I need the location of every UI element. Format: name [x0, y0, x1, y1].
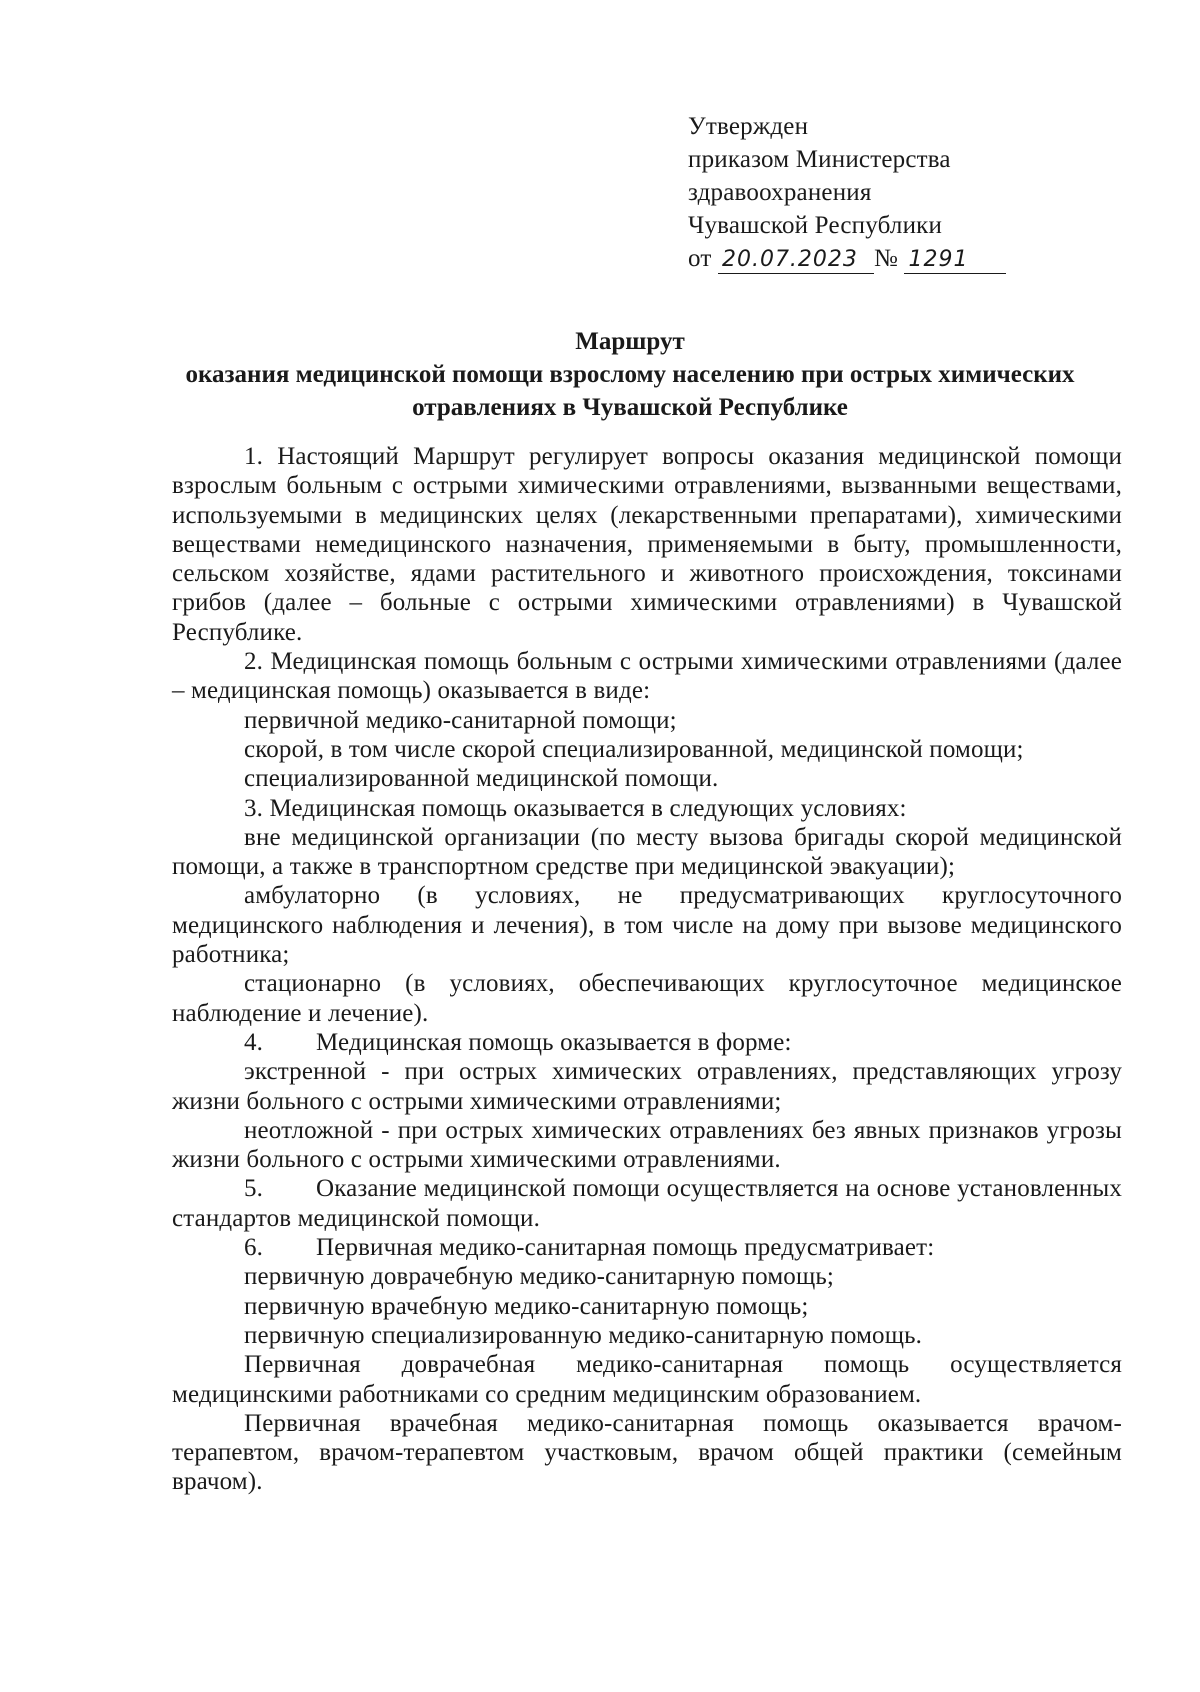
- paragraph-number: 6.: [244, 1234, 264, 1262]
- approval-line: здравоохранения: [688, 179, 872, 206]
- approval-number: 1291: [904, 247, 1006, 274]
- paragraph: Первичная доврачебная медико-санитарная помощь осуществляется медицинскими работниками со средним медицинским образованием.: [172, 1351, 1122, 1408]
- paragraph: 1. Настоящий Маршрут регулирует вопросы оказания медицинской помощи взрослым больным с острыми химическими отравлениями, вызванными веществами, используемыми в медицинских целях (лекарственными препаратами), химическими веществами немедицинского назначения, применяемыми в быту, промышленности, сельском хозяйстве, ядами растительного и животного происхождения, токсинами грибов (далее – больные с острыми химическими отравлениями) в Чувашской Республике.: [172, 443, 1122, 646]
- list-item: скорой, в том числе скорой специализированной, медицинской помощи;: [244, 735, 1024, 763]
- paragraph: 3. Медицинская помощь оказывается в следующих условиях:: [244, 794, 907, 822]
- approval-block: [688, 110, 1108, 275]
- list-item: первичную доврачебную медико-санитарную помощь;: [244, 1263, 834, 1291]
- list-item: экстренной - при острых химических отравлениях, представляющих угрозу жизни больного с острыми химическими отравлениями;: [172, 1058, 1122, 1115]
- approval-date: 20.07.2023: [718, 247, 874, 274]
- list-item: первичную врачебную медико-санитарную помощь;: [244, 1292, 809, 1320]
- approval-date-line: [688, 242, 1108, 275]
- list-item: вне медицинской организации (по месту вызова бригады скорой медицинской помощи, а также в транспортном средстве при медицинской эвакуации);: [172, 823, 1122, 881]
- paragraph-number: 4.: [244, 1028, 264, 1056]
- approval-line: Утвержден: [688, 113, 809, 140]
- approval-line: приказом Министерства: [688, 146, 951, 173]
- list-item: первичной медико-санитарной помощи;: [244, 706, 677, 734]
- paragraph-text: Оказание медицинской помощи осуществляется на основе установленных стандартов медицинской помощи.: [172, 1175, 1122, 1232]
- paragraph: [172, 1233, 1122, 1262]
- paragraph: [172, 1028, 1122, 1057]
- list-item: специализированной медицинской помощи.: [244, 765, 719, 793]
- list-item: неотложной - при острых химических отравлениях без явных признаков угрозы жизни больного с острыми химическими отравлениями.: [172, 1116, 1122, 1174]
- title-line: Маршрут: [575, 328, 685, 355]
- approval-prefix: от: [688, 245, 712, 272]
- list-item: первичную специализированную медико-санитарную помощь.: [244, 1321, 923, 1349]
- document-title: [150, 325, 1110, 424]
- approval-line: Чувашской Республики: [688, 212, 943, 239]
- title-line: отравлениях в Чувашской Республике: [412, 394, 848, 421]
- paragraph: [172, 1174, 1122, 1233]
- list-item: амбулаторно (в условиях, не предусматривающих круглосуточного медицинского наблюдения и лечения), в том числе на дому при вызове медицинского работника;: [172, 882, 1122, 969]
- document-body: [172, 442, 1122, 1497]
- paragraph: 2. Медицинская помощь больным с острыми химическими отравлениями (далее – медицинская помощь) оказывается в виде:: [172, 648, 1122, 705]
- paragraph: Первичная врачебная медико-санитарная помощь оказывается врачом-терапевтом, врачом-терапевтом участковым, врачом общей практики (семейным врачом).: [172, 1409, 1122, 1496]
- paragraph-text: Медицинская помощь оказывается в форме:: [316, 1028, 792, 1056]
- approval-number-sign: №: [873, 245, 899, 272]
- title-line: оказания медицинской помощи взрослому населению при острых химических: [185, 361, 1075, 388]
- list-item: стационарно (в условиях, обеспечивающих круглосуточное медицинское наблюдение и лечение).: [172, 970, 1122, 1027]
- paragraph-text: Первичная медико-санитарная помощь предусматривает:: [316, 1234, 935, 1262]
- paragraph-number: 5.: [244, 1175, 264, 1203]
